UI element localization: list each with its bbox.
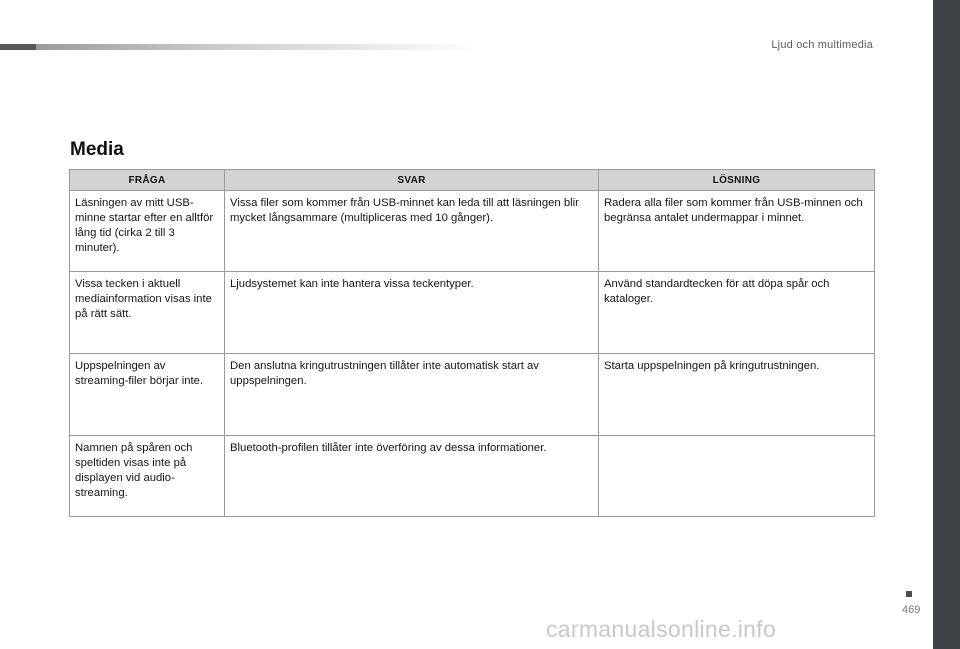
section-title: Ljud och multimedia [771,39,873,51]
page-number: 469 [902,604,921,616]
watermark-text: carmanualsonline.info [546,616,777,642]
side-tab-bar [933,0,960,649]
table-row [70,191,875,272]
header-gradient-line [0,44,480,50]
page-title: Media [70,139,124,160]
table-row [70,436,875,517]
table-row [70,354,875,436]
question-cell: Namnen på spåren och speltiden visas inte på displayen vid audio-streaming. [70,436,225,517]
column-header-question: FRÅGA [70,170,225,191]
solution-cell: Använd standardtecken för att döpa spår och kataloger. [599,272,875,354]
troubleshooting-table [69,169,875,517]
header-line-accent [0,44,36,50]
table-header-row [70,170,875,191]
question-cell: Uppspelningen av streaming-filer börjar inte. [70,354,225,436]
solution-cell: Radera alla filer som kommer från USB-minnen och begränsa antalet undermappar i minnet. [599,191,875,272]
column-header-answer: SVAR [225,170,599,191]
question-cell: Läsningen av mitt USB-minne startar efter en alltför lång tid (cirka 2 till 3 minuter). [70,191,225,272]
answer-cell: Vissa filer som kommer från USB-minnet kan leda till att läsningen blir mycket långsammare (multipliceras med 10 gånger). [225,191,599,272]
page-marker-square [906,591,912,597]
solution-cell: Starta uppspelningen på kringutrustningen. [599,354,875,436]
table-row [70,272,875,354]
answer-cell: Ljudsystemet kan inte hantera vissa teckentyper. [225,272,599,354]
answer-cell: Bluetooth-profilen tillåter inte överföring av dessa informationer. [225,436,599,517]
solution-cell [599,436,875,517]
column-header-solution: LÖSNING [599,170,875,191]
answer-cell: Den anslutna kringutrustningen tillåter inte automatisk start av uppspelningen. [225,354,599,436]
question-cell: Vissa tecken i aktuell mediainformation visas inte på rätt sätt. [70,272,225,354]
